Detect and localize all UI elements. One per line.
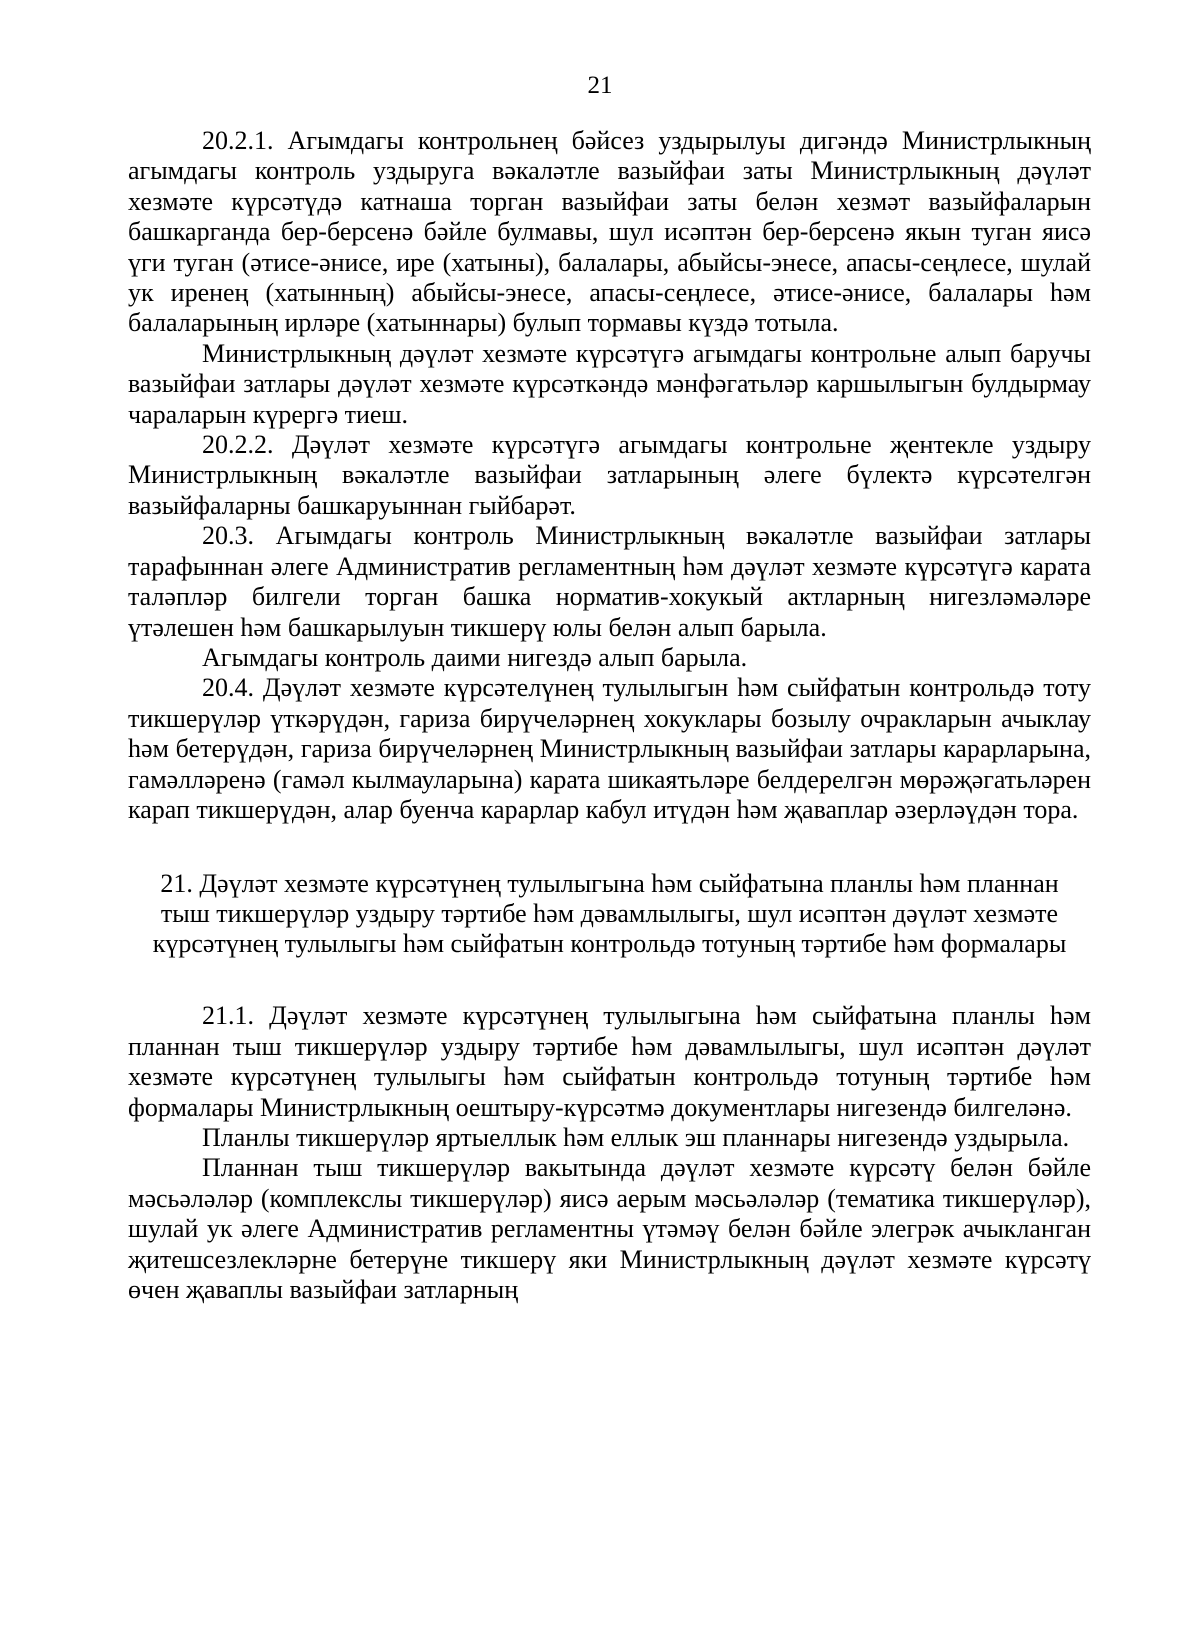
paragraph-21-1: 21.1. Дәүләт хезмәте күрсәтүнең тулылыгына һәм сыйфатына планлы һәм планнан тыш тикшерүләр уздыру тәртибе һәм дәвамлылыгы, шул исәптән дәүләт хезмәте күрсәтүнең тулылыгы һәм сыйфатын контрольдә тотуның тәртибе һәм формалары Министрлыкның оештыру-күрсәтмә документлары нигезендә билгеләнә.: [128, 1001, 1091, 1122]
page-number: 21: [587, 72, 613, 99]
paragraph-20-2-2: 20.2.2. Дәүләт хезмәте күрсәтүгә агымдагы контрольне җентекле уздыру Министрлыкның вәкаләтле вазыйфаи затларының әлеге бүлектә күрсәтелгән вазыйфаларны башкаруыннан гыйбарәт.: [128, 430, 1091, 520]
paragraph-20-2-1: 20.2.1. Агымдагы контрольнең бәйсез уздырылуы дигәндә Министрлыкның агымдагы контроль уздыруга вәкаләтле вазыйфаи заты Министрлыкның дәүләт хезмәте күрсәтүдә катнаша торган вазыйфаи заты белән хезмәт вазыйфаларын башкарганда бер-берсенә бәйле булмавы, шул исәптән бер-берсенә якын туган яисә үги туган (әтисе-әнисе, ире (хатыны), балалары, абыйсы-энесе, апасы-сеңлесе, шулай ук иренең (хатынның) абыйсы-энесе, апасы-сеңлесе, әтисе-әнисе, балалары һәм балаларының ирләре (хатыннары) булып тормавы күздә тотыла.: [128, 126, 1091, 338]
paragraph-conflict-of-interest: Министрлыкның дәүләт хезмәте күрсәтүгә агымдагы контрольне алып баручы вазыйфаи затлары дәүләт хезмәте күрсәткәндә мәнфәгатьләр каршылыгын булдырмау чараларын күрергә тиеш.: [128, 338, 1091, 429]
paragraph-ongoing-control: Агымдагы контроль даими нигездә алып барыла.: [202, 642, 748, 672]
document-body: [128, 126, 1091, 1305]
paragraph-planned-inspections: Планлы тикшерүләр яртыеллык һәм еллык эш планнары нигезендә уздырыла.: [202, 1122, 1070, 1152]
paragraph-unplanned-inspections: Планнан тыш тикшерүләр вакытында дәүләт хезмәте күрсәтү белән бәйле мәсьәләләр (комплекслы тикшерүләр) яисә аерым мәсьәләләр (тематика тикшерүләр), шулай ук әлеге Административ регламентны үтәмәү белән бәйле элегрәк ачыкланган җитешсезлекләрне бетерүне тикшерү яки Министрлыкның дәүләт хезмәте күрсәтү өчен җаваплы вазыйфаи затларның: [128, 1153, 1091, 1304]
paragraph-20-3: 20.3. Агымдагы контроль Министрлыкның вәкаләтле вазыйфаи затлары тарафыннан әлеге Административ регламентның һәм дәүләт хезмәте күрсәтүгә карата таләпләр билгели торган башка норматив-хокукый актларның нигезләмәләре үтәлешен һәм башкарылуын тикшерү юлы белән алып барыла.: [128, 521, 1091, 642]
paragraph-20-4: 20.4. Дәүләт хезмәте күрсәтелүнең тулылыгын һәм сыйфатын контрольдә тоту тикшерүләр үткәрүдән, гариза бирүчеләрнең хокуклары бозылу очракларын ачыклау һәм бетерүдән, гариза бирүчеләрнең Министрлыкның вазыйфаи затлары карарларына, гамәлләренә (гамәл кылмауларына) карата шикаятьләре белдерелгән мөрәҗәгатьләрен карап тикшерүдән, алар буенча карарлар кабул итүдән һәм җаваплар әзерләүдән тора.: [128, 673, 1091, 824]
section-heading-21: 21. Дәүләт хезмәте күрсәтүнең тулылыгына һәм сыйфатына планлы һәм планнан тыш тикшерүләр уздыру тәртибе һәм дәвамлылыгы, шул исәптән дәүләт хезмәте күрсәтүнең тулылыгы һәм сыйфатын контрольдә тотуның тәртибе һәм формалары: [152, 869, 1067, 959]
